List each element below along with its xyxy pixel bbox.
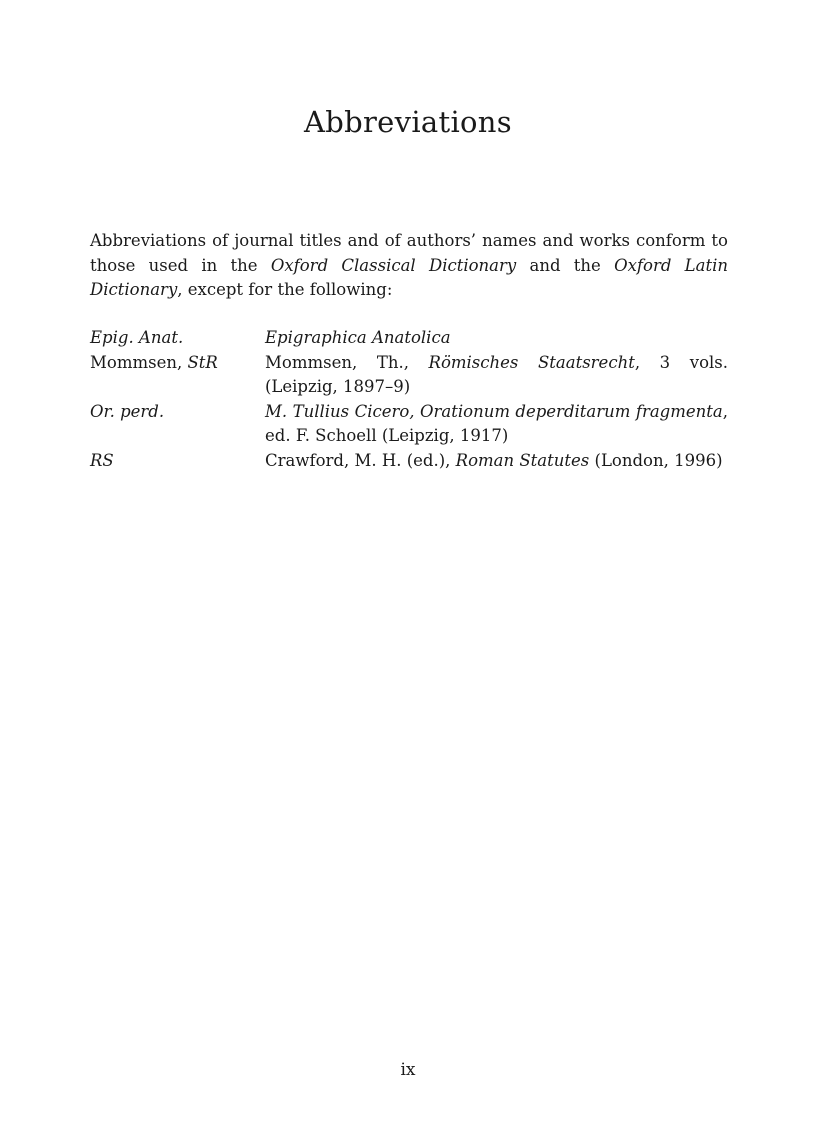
abbreviation-entry — [90, 351, 728, 400]
abbreviation-term — [90, 449, 265, 474]
def-plain-2: (London, 1996) — [589, 450, 723, 470]
def-plain-1: Mommsen, Th., — [265, 352, 429, 372]
intro-paragraph — [90, 229, 728, 303]
abbreviation-definition — [265, 351, 728, 400]
term-plain: Mommsen, — [90, 352, 188, 372]
abbreviation-definition — [265, 326, 728, 351]
abbreviation-term — [90, 326, 265, 351]
page-number: ix — [400, 1060, 416, 1080]
intro-text-3: , except for the following: — [177, 280, 393, 299]
abbreviation-entry — [90, 400, 728, 449]
term-italic: Epig. Anat. — [90, 328, 184, 347]
intro-title-old: Oxford Latin Dictionary — [90, 255, 728, 299]
abbreviation-term — [90, 400, 265, 449]
abbreviation-definition — [265, 400, 728, 449]
page-title: Abbreviations — [304, 105, 512, 139]
def-italic: Römisches Staatsrecht — [428, 352, 635, 372]
abbreviation-entry — [90, 449, 728, 474]
def-italic: Epigraphica Anatolica — [265, 328, 451, 347]
def-plain-2: , 3 vols. (Leipzig, 1897–9) — [265, 352, 728, 396]
abbreviation-term — [90, 351, 265, 400]
abbreviation-list — [90, 326, 728, 473]
def-plain-2: , ed. F. Schoell (Leipzig, 1917) — [265, 401, 728, 445]
intro-title-ocd: Oxford Classical Dictionary — [270, 255, 517, 275]
def-italic: Roman Statutes — [455, 450, 590, 470]
abbreviation-definition — [265, 449, 728, 474]
def-plain-1: Crawford, M. H. (ed.), — [265, 450, 456, 470]
intro-text-1: Abbreviations of journal titles and of authors’ names and works conform to those used in the — [90, 231, 728, 275]
def-italic: M. Tullius Cicero, Orationum deperditarum fragmenta — [265, 401, 723, 421]
term-italic: Or. perd. — [90, 401, 165, 421]
term-italic: StR — [187, 352, 218, 372]
term-italic: RS — [90, 450, 114, 470]
intro-text-2: and the — [516, 255, 615, 275]
abbreviation-entry — [90, 326, 728, 351]
